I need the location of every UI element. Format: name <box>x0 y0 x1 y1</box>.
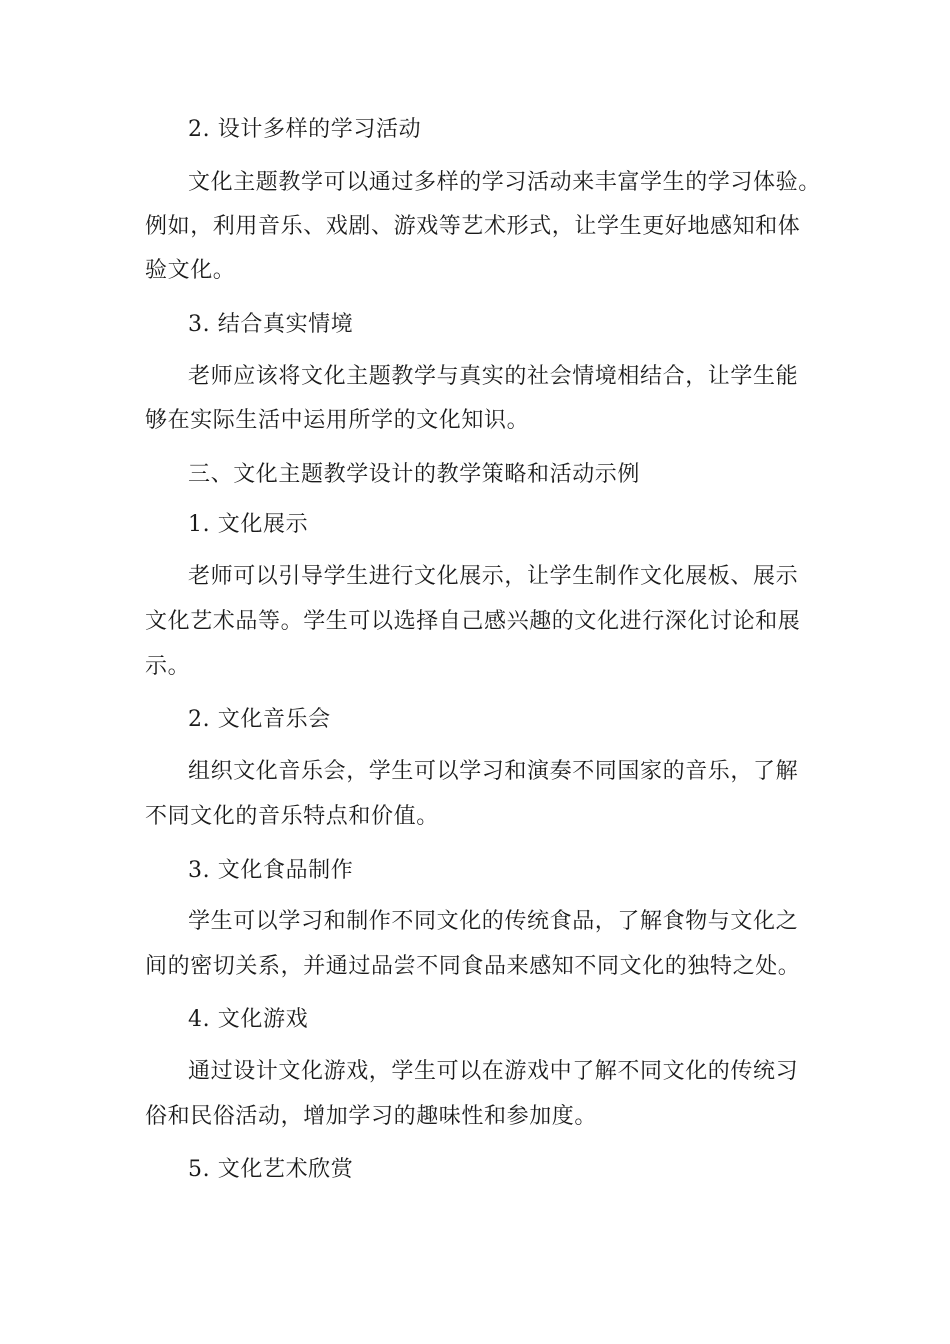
paragraph-line: 学生可以学习和制作不同文化的传统食品，了解食物与文化之 <box>188 909 799 934</box>
paragraph-line: 老师应该将文化主题教学与真实的社会情境相结合，让学生能 <box>188 364 799 389</box>
heading-culture-display: 1. 文化展示 <box>188 512 309 537</box>
heading-culture-games: 4. 文化游戏 <box>188 1007 309 1032</box>
paragraph-line: 文化艺术品等。学生可以选择自己感兴趣的文化进行深化讨论和展 <box>145 609 801 634</box>
heading-activities: 2. 设计多样的学习活动 <box>188 117 422 142</box>
paragraph-line: 验文化。 <box>145 258 236 283</box>
heading-music-concert: 2. 文化音乐会 <box>188 707 331 732</box>
paragraph-line: 俗和民俗活动，增加学习的趣味性和参加度。 <box>145 1104 598 1129</box>
paragraph-line: 够在实际生活中运用所学的文化知识。 <box>145 408 530 433</box>
paragraph-line: 文化主题教学可以通过多样的学习活动来丰富学生的学习体验。 <box>188 170 821 195</box>
paragraph-line: 例如，利用音乐、戏剧、游戏等艺术形式，让学生更好地感知和体 <box>145 214 801 239</box>
heading-art-appreciation: 5. 文化艺术欣赏 <box>188 1157 354 1182</box>
section-heading-three: 三、文化主题教学设计的教学策略和活动示例 <box>188 462 641 487</box>
paragraph-line: 老师可以引导学生进行文化展示，让学生制作文化展板、展示 <box>188 564 799 589</box>
paragraph-line: 组织文化音乐会，学生可以学习和演奏不同国家的音乐，了解 <box>188 759 799 784</box>
paragraph-line: 示。 <box>145 654 191 679</box>
heading-real-context: 3. 结合真实情境 <box>188 312 354 337</box>
heading-food-making: 3. 文化食品制作 <box>188 858 354 883</box>
paragraph-line: 不同文化的音乐特点和价值。 <box>145 804 439 829</box>
paragraph-line: 通过设计文化游戏，学生可以在游戏中了解不同文化的传统习 <box>188 1059 799 1084</box>
paragraph-line: 间的密切关系，并通过品尝不同食品来感知不同文化的独特之处。 <box>145 954 801 979</box>
